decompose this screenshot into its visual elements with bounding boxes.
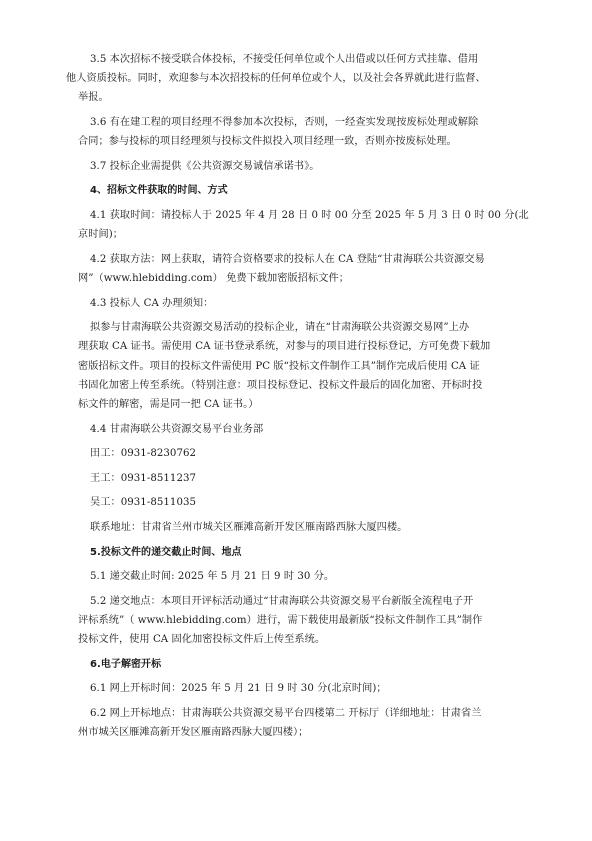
text-line: 拟参与甘肃海联公共资源交易活动的投标企业，请在“甘肃海联公共资源交易网”上办	[90, 322, 470, 334]
text-line: 3.5 本次招标不接受联合体投标，不接受任何单位或个人出借或以任何方式挂靠、借用	[90, 54, 479, 65]
section-heading-6	[78, 655, 516, 674]
heading-text: 5.投标文件的递交截止时间、地点	[90, 546, 242, 558]
text-line: 5.2 递交地点：本项目开评标活动通过“甘肃海联公共资源交易平台新版全流程电子开	[90, 595, 474, 607]
paragraph-6-2	[78, 704, 516, 742]
text-line: 网”（www.hlebidding.com） 免费下载加密版招标文件；	[78, 272, 349, 284]
heading-text: 6.电子解密开标	[90, 658, 162, 670]
paragraph-4-4	[78, 420, 516, 439]
text-line: 4.3 投标人 CA 办理须知：	[90, 297, 214, 309]
text-line: 5.1 递交截止时间: 2025 年 5 月 21 日 9 时 30 分。	[90, 571, 335, 583]
text-line: 京时间)；	[78, 229, 123, 241]
contact-wu	[78, 493, 516, 512]
contact-wang	[78, 469, 516, 488]
contact-address	[78, 518, 516, 537]
paragraph-3-5	[66, 50, 516, 108]
paragraph-3-7	[78, 157, 516, 176]
text-line: 密版招标文件。项目的投标文件需使用 PC 版“投标文件制作工具”制作完成后使用 CA 证	[78, 360, 480, 372]
text-line: 6.1 网上开标时间：2025 年 5 月 21 日 9 时 30 分(北京时间)；	[90, 683, 387, 695]
text-line: 投标文件，使用 CA 固化加密投标文件后上传至系统。	[78, 634, 326, 646]
text-line: 举报。	[78, 92, 109, 104]
text-line: 合同；参与投标的项目经理须与投标文件拟投入项目经理一致，否则亦按废标处理。	[78, 136, 457, 148]
paragraph-6-1	[78, 679, 516, 698]
text-line: 他人资质投标。同时，欢迎参与本次招投标的任何单位或个人，以及社会各界就此进行监督、	[66, 73, 486, 85]
paragraph-4-3	[78, 294, 516, 313]
text-line: 4.2 获取方法：网上获取，请符合资格要求的投标人在 CA 登陆“甘肃海联公共资源交易	[90, 253, 485, 265]
contact-tian	[78, 444, 516, 463]
text-line: 书固化加密上传至系统。（特别注意：项目投标登记、投标文件最后的固化加密、开标时投	[78, 379, 483, 391]
paragraph-ca-notes	[78, 318, 516, 414]
text-line: 联系地址：甘肃省兰州市城关区雁滩高新开发区雁南路西脉大厦四楼。	[90, 521, 408, 533]
text-line: 4.1 获取时间：请投标人于 2025 年 4 月 28 日 0 时 00 分至 2025 年 5 月 3 日 0 时 00 分(北	[90, 209, 529, 221]
document-body	[66, 50, 529, 748]
text-line: 评标系统”（ www.hlebidding.com）进行，需下载使用最新版“投标文件制作工具”制作	[78, 614, 483, 626]
section-heading-5	[78, 543, 516, 562]
paragraph-5-2	[78, 592, 516, 650]
text-line: 4.4 甘肃海联公共资源交易平台业务部	[90, 423, 264, 435]
paragraph-5-1	[78, 567, 516, 586]
text-line: 理获取 CA 证书。需使用 CA 证书登录系统，对参与的项目进行投标登记，方可免费下载加	[78, 341, 491, 353]
text-line: 标文件的解密，需是同一把 CA 证书。）	[78, 398, 259, 410]
text-line: 6.2 网上开标地点：甘肃海联公共资源交易平台四楼第二 开标厅（详细地址：甘肃省兰	[90, 707, 482, 719]
heading-text: 4、招标文件获取的时间、方式	[90, 185, 228, 197]
text-line: 田工：0931-8230762	[90, 448, 197, 460]
paragraph-3-6	[78, 113, 516, 151]
text-line: 州市城关区雁滩高新开发区雁南路西脉大厦四楼）；	[78, 727, 309, 739]
text-line: 3.6 有在建工程的项目经理不得参加本次投标，否则，一经查实发现按废标处理或解除	[90, 117, 479, 128]
text-line: 3.7 投标企业需提供《公共资源交易诚信承诺书》。	[90, 160, 320, 172]
paragraph-4-2	[78, 250, 516, 288]
section-heading-4	[78, 181, 516, 200]
paragraph-4-1	[78, 206, 529, 244]
text-line: 王工：0931-8511237	[90, 472, 197, 484]
text-line: 吴工：0931-8511035	[90, 497, 197, 509]
